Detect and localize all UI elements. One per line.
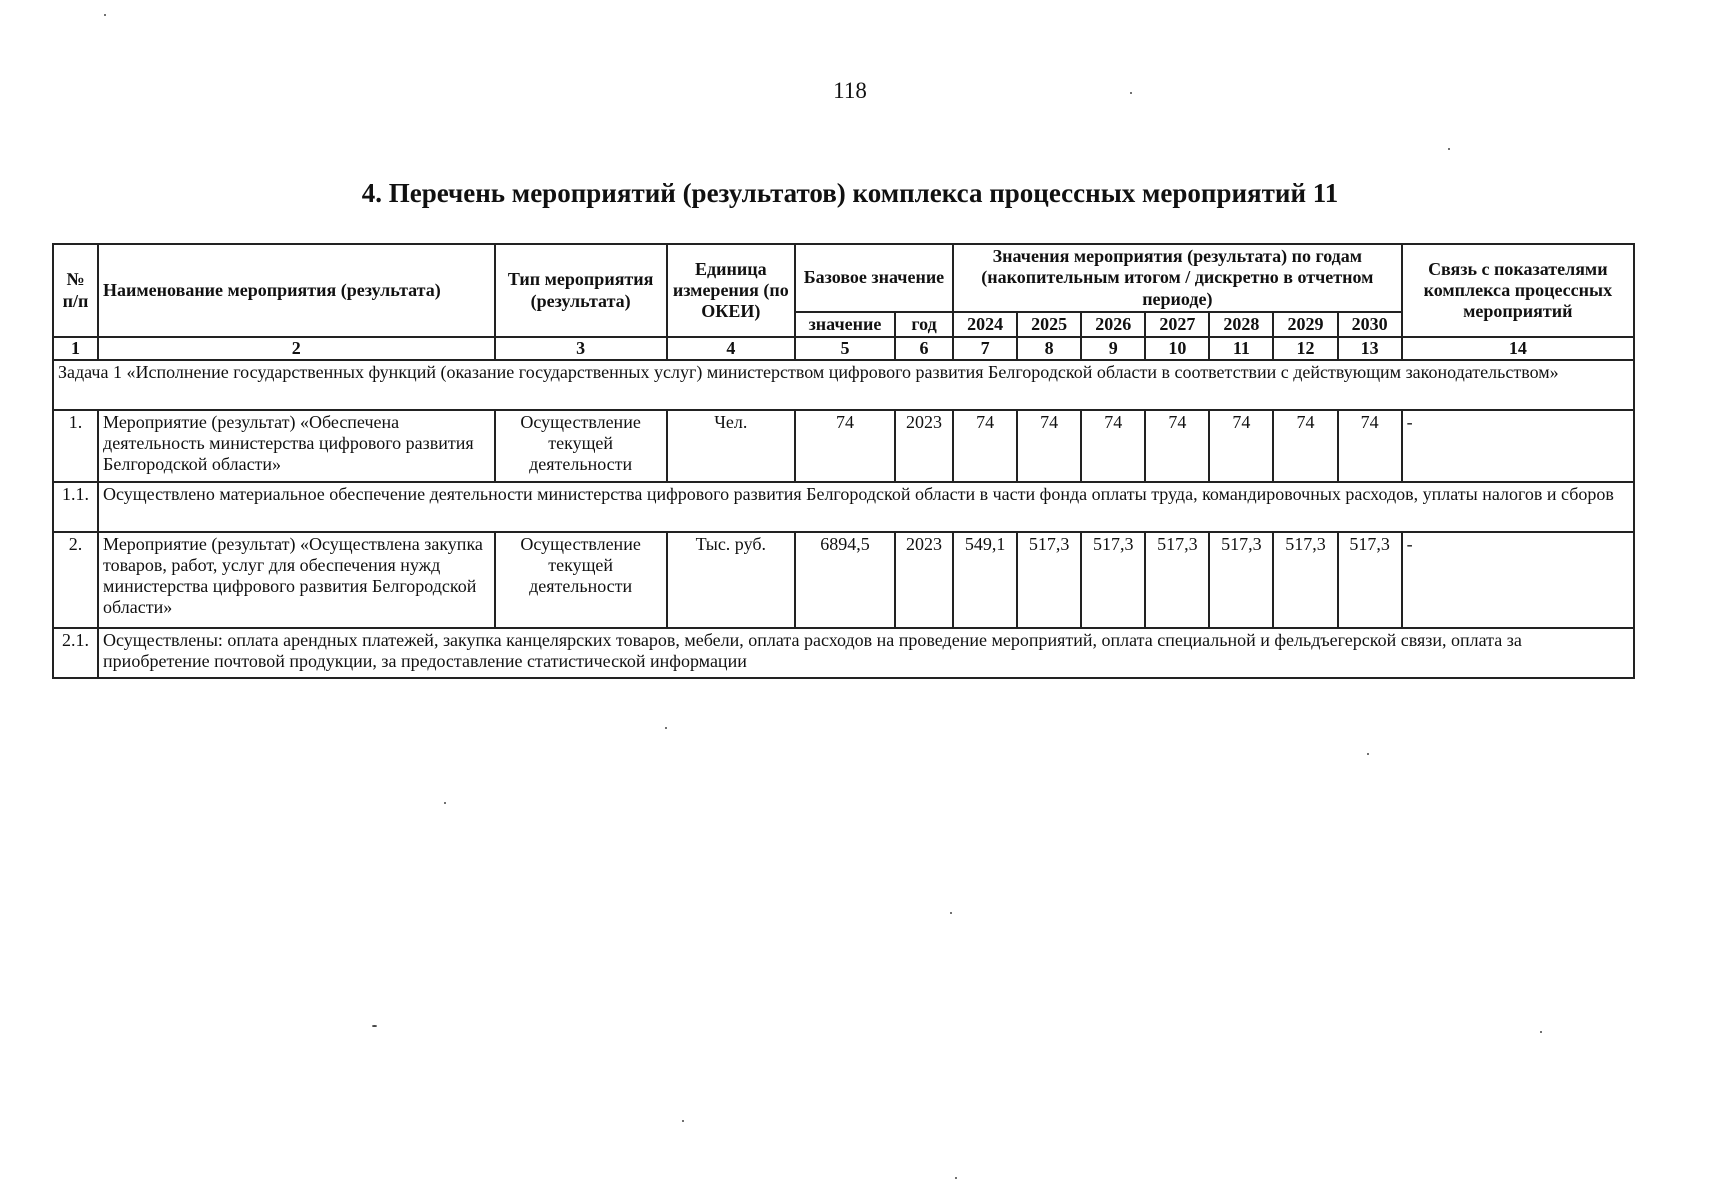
scan-speck <box>1130 92 1132 94</box>
row-num: 2. <box>53 532 98 628</box>
column-number: 5 <box>795 337 895 360</box>
value-2024: 74 <box>953 410 1017 482</box>
column-numbers-row <box>53 337 1634 360</box>
column-number: 4 <box>667 337 795 360</box>
detail-row <box>53 628 1634 678</box>
header-year-2026: 2026 <box>1081 312 1145 337</box>
column-number: 2 <box>98 337 494 360</box>
column-number: 14 <box>1402 337 1634 360</box>
value-2025: 517,3 <box>1017 532 1081 628</box>
scan-speck <box>665 727 667 729</box>
column-number: 1 <box>53 337 98 360</box>
header-year-2025: 2025 <box>1017 312 1081 337</box>
column-number: 12 <box>1273 337 1337 360</box>
detail-num: 1.1. <box>53 482 98 532</box>
scan-speck <box>444 802 446 804</box>
header-base: Базовое значение <box>795 244 953 312</box>
header-year-2028: 2028 <box>1209 312 1273 337</box>
row-num: 1. <box>53 410 98 482</box>
scan-speck <box>1448 148 1450 150</box>
header-row-1 <box>53 244 1634 312</box>
column-number: 9 <box>1081 337 1145 360</box>
detail-text: Осуществлены: оплата арендных платежей, закупка канцелярских товаров, мебели, оплата расходов на проведение мероприятий, оплата специальной и фельдъегерской связи, оплата за приобретение почтовой продукции, за предоставление статистической информации <box>98 628 1634 678</box>
scan-speck <box>1367 753 1369 755</box>
header-values-by-year: Значения мероприятия (результата) по годам (накопительным итогом / дискретно в отчетном периоде) <box>953 244 1402 312</box>
detail-num: 2.1. <box>53 628 98 678</box>
base-value: 6894,5 <box>795 532 895 628</box>
header-link: Связь с показателями комплекса процессных мероприятий <box>1402 244 1634 337</box>
column-number: 7 <box>953 337 1017 360</box>
value-2024: 549,1 <box>953 532 1017 628</box>
header-unit: Единица измерения (по ОКЕИ) <box>667 244 795 337</box>
detail-text: Осуществлено материальное обеспечение деятельности министерства цифрового развития Белгородской области в части фонда оплаты труда, командировочных расходов, уплаты налогов и сборов <box>98 482 1634 532</box>
value-2027: 74 <box>1145 410 1209 482</box>
measure-type: Осуществление текущей деятельности <box>495 410 667 482</box>
value-2026: 517,3 <box>1081 532 1145 628</box>
header-num: № п/п <box>53 244 98 337</box>
indicator-link: - <box>1402 532 1634 628</box>
value-2025: 74 <box>1017 410 1081 482</box>
value-2028: 517,3 <box>1209 532 1273 628</box>
scan-speck <box>1540 1031 1542 1033</box>
header-year-2024: 2024 <box>953 312 1017 337</box>
value-2029: 517,3 <box>1273 532 1337 628</box>
value-2026: 74 <box>1081 410 1145 482</box>
value-2030: 74 <box>1338 410 1402 482</box>
document-title: 4. Перечень мероприятий (результатов) комплекса процессных мероприятий 11 <box>361 178 1339 208</box>
measure-unit: Тыс. руб. <box>667 532 795 628</box>
scan-speck <box>955 1177 957 1179</box>
header-type: Тип мероприятия (результата) <box>495 244 667 337</box>
measure-type: Осуществление текущей деятельности <box>495 532 667 628</box>
column-number: 3 <box>495 337 667 360</box>
value-2029: 74 <box>1273 410 1337 482</box>
scan-speck <box>104 14 106 16</box>
base-year: 2023 <box>895 410 953 482</box>
indicator-link: - <box>1402 410 1634 482</box>
task-row <box>53 360 1634 410</box>
header-year-2027: 2027 <box>1145 312 1209 337</box>
base-year: 2023 <box>895 532 953 628</box>
measure-name: Мероприятие (результат) «Обеспечена деятельность министерства цифрового развития Белгородской области» <box>98 410 494 482</box>
scan-speck <box>372 1025 377 1027</box>
base-value: 74 <box>795 410 895 482</box>
scan-speck <box>682 1120 684 1122</box>
scan-speck <box>950 912 952 914</box>
header-name: Наименование мероприятия (результата) <box>98 244 494 337</box>
value-2028: 74 <box>1209 410 1273 482</box>
detail-row <box>53 482 1634 532</box>
column-number: 8 <box>1017 337 1081 360</box>
table-row <box>53 532 1634 628</box>
column-number: 11 <box>1209 337 1273 360</box>
header-base-year: год <box>895 312 953 337</box>
measures-table <box>52 243 1635 679</box>
header-base-value: значение <box>795 312 895 337</box>
table-row <box>53 410 1634 482</box>
column-number: 10 <box>1145 337 1209 360</box>
measure-unit: Чел. <box>667 410 795 482</box>
header-year-2030: 2030 <box>1338 312 1402 337</box>
task-title: Задача 1 «Исполнение государственных функций (оказание государственных услуг) министерством цифрового развития Белгородской области в соответствии с действующим законодательством» <box>53 360 1634 410</box>
column-number: 6 <box>895 337 953 360</box>
column-number: 13 <box>1338 337 1402 360</box>
header-year-2029: 2029 <box>1273 312 1337 337</box>
measure-name: Мероприятие (результат) «Осуществлена закупка товаров, работ, услуг для обеспечения нужд министерства цифрового развития Белгородской области» <box>98 532 494 628</box>
value-2030: 517,3 <box>1338 532 1402 628</box>
value-2027: 517,3 <box>1145 532 1209 628</box>
page-number: 118 <box>833 78 867 103</box>
